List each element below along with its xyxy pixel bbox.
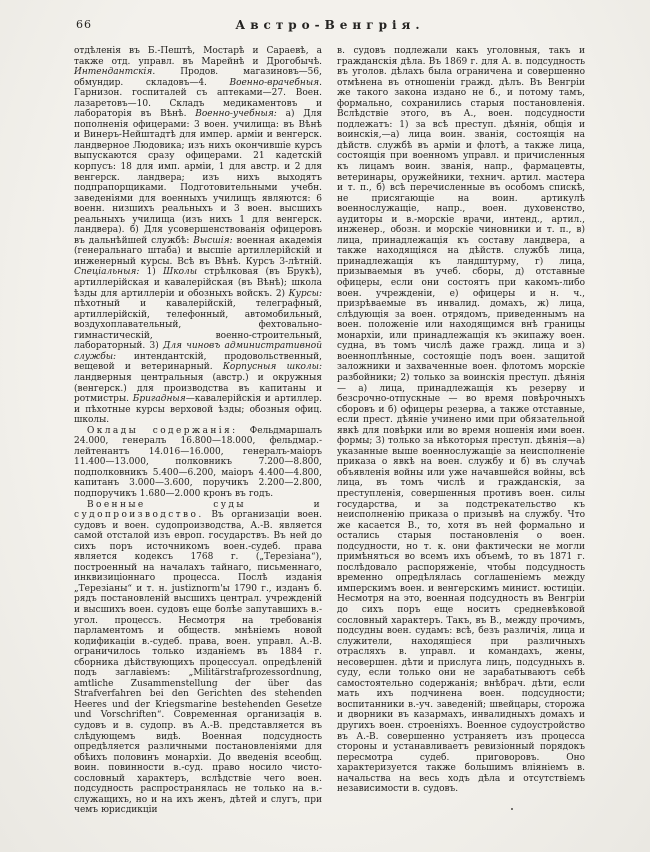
text-segment: Военные суды и судопроизводство. <box>74 499 322 521</box>
text-segment: Военно-врачебныя. <box>229 77 322 88</box>
page-number: 66 <box>76 18 92 31</box>
text-segment: Гарнизон. госпиталей съ аптеками—27. Воен. лазаретовъ—10. Складъ медикаментовъ и лабораторія въ Вѣнѣ. <box>74 88 322 120</box>
text-segment: Школы <box>162 267 198 278</box>
text-segment: Военно-учебныя: <box>195 109 277 120</box>
text-segment: пѣхотный и кавалерійскій, телеграфный, артиллерійскій, телефонный, автомобильный, воздухоплавательный, фехтовально-гимнастическій, военно-строительный, лабораторный. 3) <box>74 299 322 352</box>
text-column-right <box>337 46 585 816</box>
text-segment: Интендантскія. <box>74 67 156 78</box>
text-segment: Оклады содержанія: <box>87 425 238 436</box>
text-segment: в. судовъ подлежали какъ уголовныя, такъ и гражданскія дѣла. Въ 1869 г. для А. в. подсудность въ уголов. дѣлахъ была ограничена и совершенно отмѣнена въ отношеніи гражд. дѣлъ. Въ Венгріи же такого закона издано не б., и потому тамъ, формально, сохранились старыя постановленія. Вслѣдствіе этого, въ А., воен. подсудности подлежатъ: 1) за всѣ преступ. дѣянія, общія и воинскія,—а) лица воин. званія, состоящія на дѣйств. службѣ въ арміи и флотѣ, а также лица, состоящія при военномъ управл. и причисленныя къ лицамъ воин. званія, напр., фармацевты, ветеринары, оружейники, технич. артил. мастера и т. п., б) всѣ перечисленные въ особомъ спискѣ, не присягающіе на воин. артикулѣ военнослужащіе, напр., воен. духовенство, аудиторы и в.-морскіе врачи, интенд., артил., инженер., обозн. и морскіе чиновники и т. п., в) лица, принадлежащія къ составу ландвера, а также находящіяся на дѣйств. службѣ лица, принадлежащія къ ландштурму, г) лица, призываемыя въ учеб. сборы, д) отставные офицеры, если они состоятъ при какомъ-либо воен. учрежденіи, е) офицеры и н. ч., призрѣваемые въ инвалид. домахъ, ж) лица, слѣдующія за воен. отрядомъ, приведеннымъ на воен. положеніе или находящимся внѣ границы монархіи, или принадлежащія къ экипажу воен. судна, въ томъ числѣ даже гражд. лица и з) военноплѣнные, состоящіе подъ воен. защитой заложники и захваченные воен. флотомъ морскіе разбойники; 2) только за воинскія преступ. дѣянія — а) лица, принадлежащія къ резерву и безсрочно-отпускные — во время повѣрочныхъ сборовъ и б) офицеры резерва, а также отставные, если прест. дѣяніе учинено ими при обязательной явкѣ для повѣрки или во время ношенія ими воен. формы; 3) только за нѣкоторыя преступ. дѣянія—а) указанные выше военнослужащіе за неисполненіе приказа о явкѣ на воен. службу и б) въ случаѣ объявленія войны или уже начавшейся войны, всѣ лица, въ томъ числѣ и гражданскія, за преступленія, совершенныя противъ воен. силы государства, и за подстрекательство къ неисполненію приказа о призывѣ на службу. Что же касается В., то, хотя въ ней формально и остались старыя постановленія о воен. подсудности, но т. к. они фактически не могли примѣняться во всемъ ихъ объемѣ, то въ 1871 г. послѣдовало распоряженіе, чтобы подсудность временно опредѣлялась соглашеніемъ между имперскимъ воен. и венгерскимъ минист. юстиціи. Несмотря на это, военная подсудность въ Венгріи до сихъ поръ еще носитъ средневѣковой сословный характеръ. Такъ, въ В., между прочимъ, подсудны воен. судамъ: всѣ, безъ различія, лица и служители, находящіеся при различныхъ отрасляхъ в. управл. и командахъ, жены, несовершен. дѣти и прислуга лицъ, подсудныхъ в. суду, если только они не зарабатываютъ себѣ самостоятельно содержанія; внѣбрач. дѣти, если мать ихъ подчинена воен. подсудности; воспитанники в.-уч. заведеній; швейцары, сторожа и дворники въ казармахъ, инвалидныхъ домахъ и другихъ воен. строеніяхъ. Военное судоустройство въ А.-В. совершенно устраняетъ изъ процесса стороны и устанавливаетъ ревизіонный порядокъ пересмотра судеб. приговоровъ. Оно характеризуется также большимъ вліяніемъ в. начальства на весь ходъ дѣла и отсутствіемъ независимости в. судовъ. <box>337 46 585 795</box>
text-segment: Курсы: <box>288 288 322 299</box>
page-header <box>74 16 586 40</box>
text-segment: отдѣленія въ Б.-Пештѣ, Мостарѣ и Сараевѣ, а также отд. управл. въ Марейнѣ и Дрогобычѣ. <box>74 46 322 67</box>
print-speck-artifact <box>511 808 513 810</box>
text-segment: а) Для пополненія офицерами: 3 воен. училища: въ Вѣнѣ и Винеръ-Нейштадтѣ для импер. арміи и венгерск. ландверное Людовика; изъ нихъ окончившіе курсъ выпускаются сразу офицерами. 21 кадетскій корпусъ: 18 для имп. арміи, 1 для австр. и 2 для венгерск. ландвера; изъ нихъ выходятъ подпрапорщиками. Подготовительными учебн. заведеніями для военныхъ училищъ являются: 6 военн. низшихъ реальныхъ и 3 воен. высшихъ реальныхъ училища (изъ нихъ 1 для венгерск. ландвера). б) Для усовершенствованія офицеровъ въ дальнѣйшей службѣ: <box>74 109 322 246</box>
page-header-title: Австро-Венгрія. <box>235 18 425 32</box>
paragraph <box>74 500 322 816</box>
text-segment: Въ организаціи воен. судовъ и воен. судопроизводства, А.-В. является самой отсталой изъ европ. государствъ. Въ ней до сихъ поръ источникомъ воен.-судеб. права является кодексъ 1768 г. („Терезіана“), построенный на началахъ тайнаго, письменнаго, инквизиціоннаго процесса. Послѣ изданія „Терезіаны“ и т. н. justiznorm'ы 1790 г., изданъ б. рядъ постановленій высшихъ централ. учрежденій и высшихъ воен. судовъ еще болѣе запутавшихъ в.-угол. процессъ. Несмотря на требованія парламентомъ и обществ. мнѣніемъ новой кодификаціи в.-судеб. права, воен. управл. А.-В. ограничилось только изданіемъ въ 1884 г. сборника дѣйствующихъ процессуал. опредѣленій подъ заглавіемъ: „Militärstrafprozessordnung, amtliche Zusammenstellung der über das Strafverfahren bei den Gerichten des stehenden Heeres und der Kriegsmarine bestehenden Gesetze und Vorschriften“. Современная организація в. судовъ и в. судопр. въ А.-В. представляется въ слѣдующемъ видѣ. Военная подсудность опредѣляется различными постановленіями для обѣихъ половинъ монархіи. До введенія всеобщ. воин. повинности в.-суд. право носило чисто-сословный характеръ, вслѣдствіе чего воен. подсудность распространялась не только на в.-служащихъ, но и на ихъ женъ, дѣтей и слугъ, при чемъ юрисдикціи <box>74 510 322 816</box>
text-column-left <box>74 46 322 816</box>
text-segment: Бригадныя <box>132 394 186 405</box>
two-column-text-block <box>74 46 586 816</box>
paragraph <box>74 46 322 426</box>
text-segment: Для чиновъ административной службы: <box>74 341 322 362</box>
text-segment: 1) <box>139 267 163 278</box>
text-segment: Спеціальныя: <box>74 267 140 278</box>
text-segment: военная академія (генеральнаго штаба) и высшіе артиллерійскій и инженерный курсы. Всѣ въ Вѣнѣ. Курсъ 3-лѣтній. <box>74 235 323 267</box>
paragraph <box>337 46 585 795</box>
text-segment: Корпусныя школы: <box>222 362 322 373</box>
text-segment: интендантскій, продовольственный, вещевой и ветеринарный. <box>74 351 322 373</box>
text-segment: стрѣлковая (въ Брукѣ), артиллерійская и кавалерійская (въ Вѣнѣ); школа ѣзды для артиллеріи и обозныхъ войскъ. 2) <box>74 267 322 299</box>
text-segment: —кавалерійскія и артиллер. и пѣхотные курсы верховой ѣзды; обозныя офиц. школы. <box>74 394 322 426</box>
paragraph <box>74 426 322 500</box>
text-segment: ландверныя центральныя (австр.) и окружныя (венгерск.) для производства въ капитаны и ротмистры. <box>74 372 322 405</box>
text-segment: Фельдмаршалъ 24.000, генералъ 16.800—18.000, фельдмар.-лейтенантъ 14.016—16.000, генералъ-маіоръ 11.400—13.000, полковникъ 7.200—8.800, подполковникъ 5.400—6.200, маіоръ 4.400—4.800, капитанъ 3.000—3.600, поручикъ 2.200—2.800, подпоручикъ 1.680—2.000 кронъ въ годъ. <box>74 425 322 499</box>
text-segment: Высшія: <box>193 235 233 246</box>
text-segment: Продов. магазиновъ—56, обмундир. складовъ—4. <box>74 67 322 88</box>
